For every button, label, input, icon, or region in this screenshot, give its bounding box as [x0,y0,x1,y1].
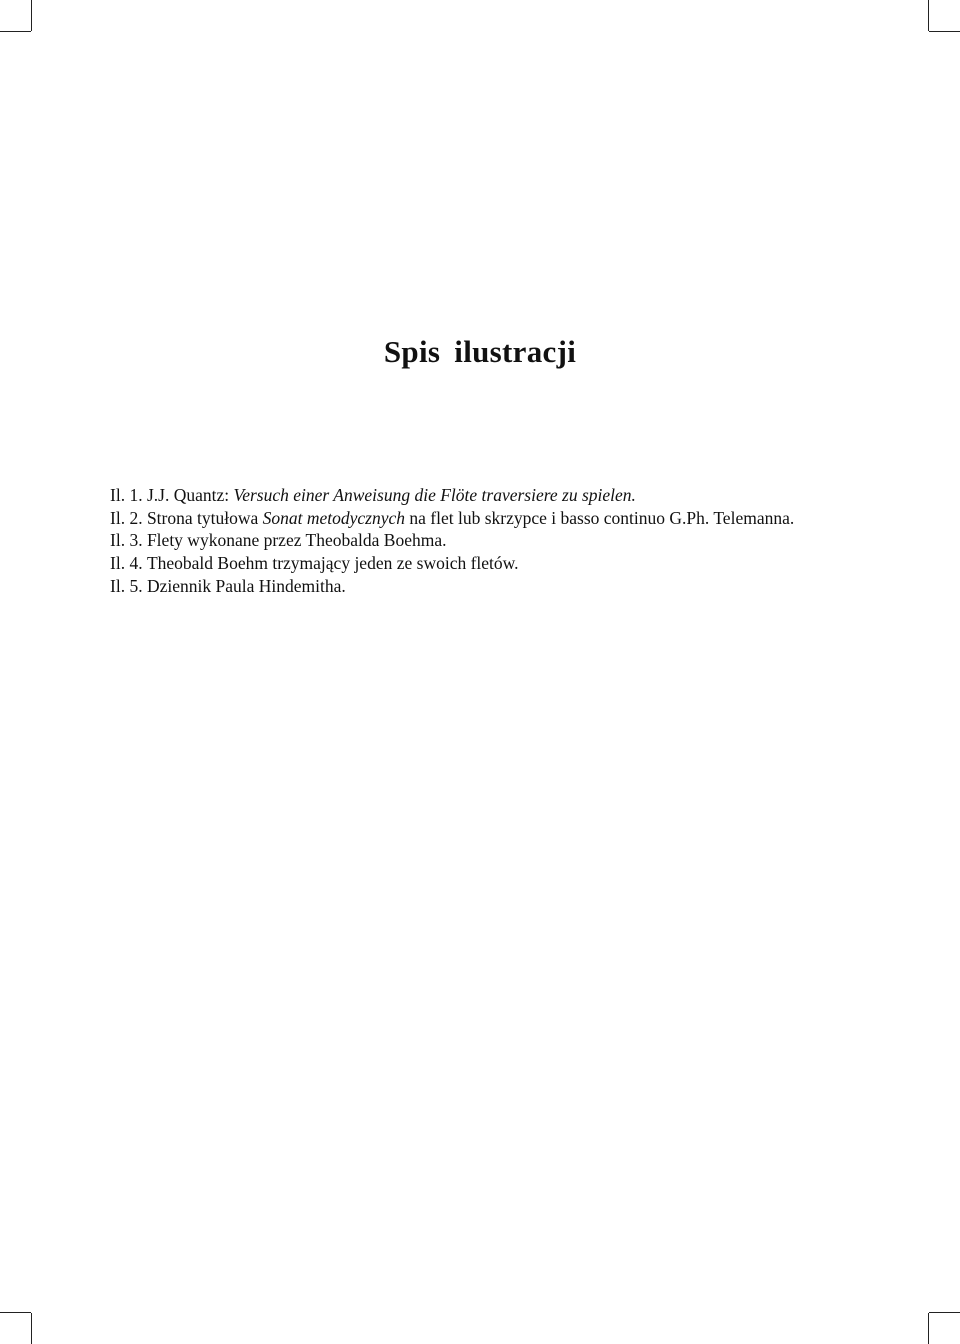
item-text: Strona tytułowa [146,507,263,528]
page-title: Spis ilustracji [383,334,577,369]
item-number: Il. 1. [110,485,143,505]
crop-mark-top-right-vertical [928,0,929,31]
crop-mark-top-left-vertical [31,0,32,31]
item-italic-title: Sonat metodycznych [262,507,406,528]
item-text: Theobald Boehm trzymający jeden ze swoich fletów. [146,553,519,574]
list-item [110,507,845,530]
list-item [110,575,845,598]
item-text: J.J. Quantz: [146,485,234,505]
item-text: Flety wykonane przez Theobalda Boehma. [146,530,447,551]
list-item [110,529,845,552]
list-item [110,552,845,575]
crop-mark-top-right-horizontal [929,31,960,32]
list-item [110,484,845,507]
crop-mark-bottom-left-horizontal [0,1312,31,1313]
item-number: Il. 2. [110,507,143,528]
item-text-after: na flet lub skrzypce i basso continuo G.Ph. Telemanna. [405,507,795,528]
crop-mark-bottom-left-vertical [31,1313,32,1344]
item-number: Il. 4. [110,553,143,574]
item-number: Il. 3. [110,530,143,551]
illustration-list [110,484,845,598]
crop-mark-top-left-horizontal [0,31,31,32]
item-number: Il. 5. [110,575,143,596]
crop-mark-bottom-right-vertical [928,1313,929,1344]
item-italic-title: Versuch einer Anweisung die Flöte traversiere zu spielen. [233,485,636,505]
item-text: Dziennik Paula Hindemitha. [146,575,346,596]
crop-mark-bottom-right-horizontal [929,1312,960,1313]
